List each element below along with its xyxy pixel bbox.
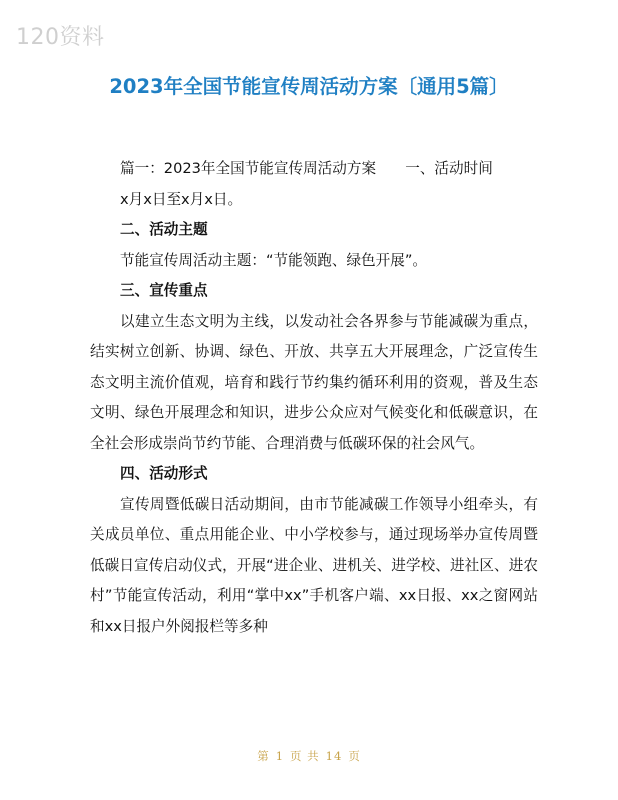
body-paragraph: 以建立生态文明为主线，以发动社会各界参与节能减碳为重点，结实树立创新、协调、绿色、开放、共享五大开展理念，广泛宣传生态文明主流价值观，培育和践行节约集约循环利用的资观，普及生态文明、绿色开展理念和知识，进步公众应对气候变化和低碳意识，在全社会形成崇尚节约节能、合理消费与低碳环保的社会风气。 bbox=[90, 312, 538, 452]
section-heading: 三、宣传重点 bbox=[120, 282, 208, 299]
body-paragraph: 宣传周暨低碳日活动期间，由市节能减碳工作领导小组牵头，有关成员单位、重点用能企业、中小学校参与，通过现场举办宣传周暨低碳日宣传启动仪式，开展“进企业、进机关、进学校、进社区、进农村”节能宣传活动，利用“掌中xx”手机客户端、xx日报、xx之窗网站和xx日报户外阅报栏等多种 bbox=[90, 495, 538, 635]
body-paragraph: x月x日至x月x日。 bbox=[120, 190, 243, 208]
footer-suffix: 页 bbox=[348, 749, 361, 763]
footer-page-number: 1 bbox=[275, 749, 285, 763]
footer-prefix: 第 bbox=[257, 749, 270, 763]
document-title: 2023年全国节能宣传周活动方案〔通用5篇〕 bbox=[109, 75, 509, 98]
section-heading: 四、活动形式 bbox=[120, 465, 208, 482]
page-footer bbox=[0, 748, 618, 764]
body-paragraph: 篇一：2023年全国节能宣传周活动方案 一、活动时间 bbox=[120, 160, 493, 177]
footer-total-pages: 14 bbox=[325, 749, 343, 763]
body-paragraph: 节能宣传周活动主题：“节能领跑、绿色开展”。 bbox=[120, 251, 427, 269]
watermark-logo: 120资料 bbox=[16, 25, 105, 50]
section-heading: 二、活动主题 bbox=[120, 221, 208, 238]
document-body bbox=[90, 154, 538, 642]
footer-middle: 页 共 bbox=[290, 749, 320, 763]
